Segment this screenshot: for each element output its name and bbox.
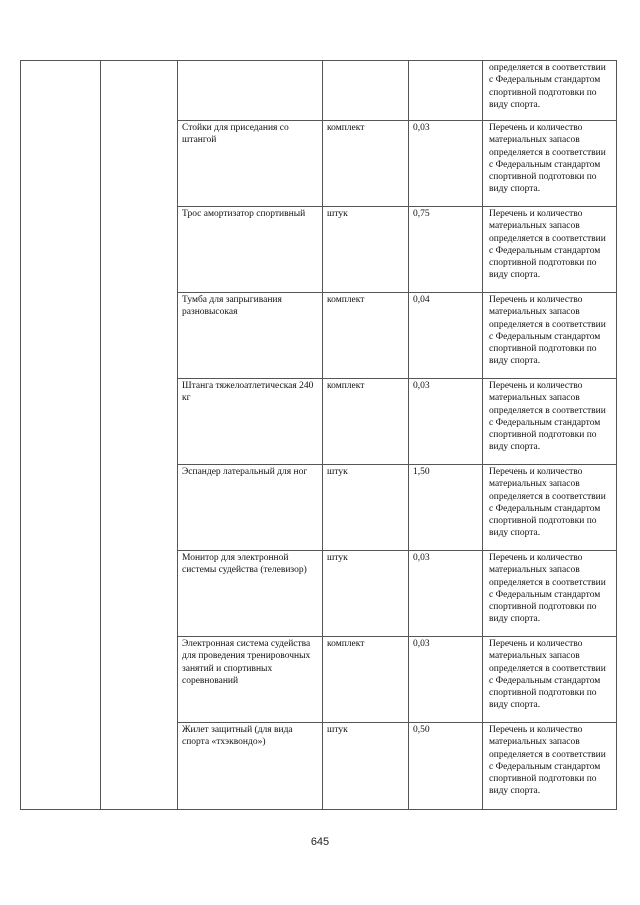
item-name: Эспандер латеральный для ног bbox=[178, 465, 323, 551]
unit: штук bbox=[323, 465, 409, 551]
section-cell bbox=[21, 61, 101, 810]
quantity: 0,75 bbox=[409, 207, 483, 293]
item-name: Штанга тяжелоатлетическая 240 кг bbox=[178, 379, 323, 465]
quantity: 0,03 bbox=[409, 121, 483, 207]
quantity: 0,03 bbox=[409, 379, 483, 465]
note: Перечень и количество материальных запасов определяется в соответствии с Федеральным стандартом спортивной подготовки по виду спорта. bbox=[483, 293, 617, 379]
unit: комплект bbox=[323, 121, 409, 207]
item-name: Жилет защитный (для вида спорта «тхэквондо») bbox=[178, 723, 323, 810]
unit: штук bbox=[323, 551, 409, 637]
note: Перечень и количество материальных запасов определяется в соответствии с Федеральным стандартом спортивной подготовки по виду спорта. bbox=[483, 723, 617, 810]
equipment-table bbox=[20, 60, 617, 810]
quantity: 0,03 bbox=[409, 551, 483, 637]
note-cell: определяется в соответствии с Федеральным стандартом спортивной подготовки по виду спорта. bbox=[483, 61, 617, 121]
note: Перечень и количество материальных запасов определяется в соответствии с Федеральным стандартом спортивной подготовки по виду спорта. bbox=[483, 207, 617, 293]
quantity: 0,03 bbox=[409, 637, 483, 723]
item-name: Тумба для запрыгивания разновысокая bbox=[178, 293, 323, 379]
unit: комплект bbox=[323, 379, 409, 465]
item-name-cell bbox=[178, 61, 323, 121]
page-number: 645 bbox=[310, 836, 330, 848]
quantity: 0,50 bbox=[409, 723, 483, 810]
item-name: Монитор для электронной системы судейства (телевизор) bbox=[178, 551, 323, 637]
unit-cell bbox=[323, 61, 409, 121]
quantity: 0,04 bbox=[409, 293, 483, 379]
note: Перечень и количество материальных запасов определяется в соответствии с Федеральным стандартом спортивной подготовки по виду спорта. bbox=[483, 637, 617, 723]
quantity: 1,50 bbox=[409, 465, 483, 551]
unit: комплект bbox=[323, 293, 409, 379]
table-row-continued bbox=[21, 61, 617, 121]
note: Перечень и количество материальных запасов определяется в соответствии с Федеральным стандартом спортивной подготовки по виду спорта. bbox=[483, 465, 617, 551]
item-name: Трос амортизатор спортивный bbox=[178, 207, 323, 293]
unit: штук bbox=[323, 207, 409, 293]
unit: комплект bbox=[323, 637, 409, 723]
note: Перечень и количество материальных запасов определяется в соответствии с Федеральным стандартом спортивной подготовки по виду спорта. bbox=[483, 121, 617, 207]
subsection-cell bbox=[101, 61, 178, 810]
item-name: Стойки для приседания со штангой bbox=[178, 121, 323, 207]
note: Перечень и количество материальных запасов определяется в соответствии с Федеральным стандартом спортивной подготовки по виду спорта. bbox=[483, 379, 617, 465]
note: Перечень и количество материальных запасов определяется в соответствии с Федеральным стандартом спортивной подготовки по виду спорта. bbox=[483, 551, 617, 637]
item-name: Электронная система судейства для проведения тренировочных занятий и спортивных соревнований bbox=[178, 637, 323, 723]
quantity-cell bbox=[409, 61, 483, 121]
unit: штук bbox=[323, 723, 409, 810]
